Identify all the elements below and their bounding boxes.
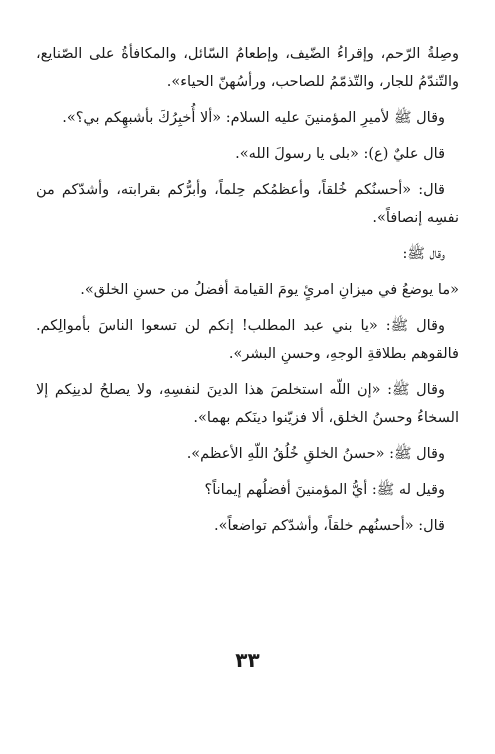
paragraph-11: قال: «أحسنُهم خلقاً، وأشدّكم تواضعاً». bbox=[213, 518, 445, 534]
paragraph-8: وقال ﷺ: «إن اللّه استخلصَ هذا الدينَ لنفسِهِ، ولا يصلحُ لدينِكم إلا السخاءُ وحسنُ الخلق، ألا فزيّنوا دينَكم بهما». bbox=[36, 382, 459, 426]
page-text bbox=[36, 40, 459, 548]
paragraph-7: وقال ﷺ: «يا بني عبد المطلب! إنكم لن تسعوا الناسَ بأموالِكم. فالقوهم بطلاقةِ الوجهِ، وحسنِ البشر». bbox=[36, 318, 459, 362]
paragraph-9: وقال ﷺ: «حسنُ الخلقِ خُلُقُ اللّهِ الأعظم». bbox=[186, 446, 445, 462]
paragraph-10: وقيل له ﷺ: أيُّ المؤمنينَ أفضلُهم إيماناً؟ bbox=[204, 482, 445, 498]
paragraph-1: وصِلةُ الرّحم، وإقراءُ الضّيف، وإطعامُ السّائل، والمكافأةُ على الصّنايع، والتّندّمُ للجار، والتّذمّمُ للصاحب، ورأسُهنّ الحياء». bbox=[36, 46, 459, 90]
paragraph-2: وقال ﷺ لأميرِ المؤمنينَ عليه السلام: «ألا أُخبِرُكَ بأشبهِكم بي؟». bbox=[62, 110, 445, 126]
paragraph-6: «ما يوضعُ في ميزانِ امرئٍ يومَ القيامة أفضلُ من حسنِ الخلق». bbox=[80, 282, 459, 298]
paragraph-4: قال: «أحسنُكم خُلقاً، وأعظمُكم حِلماً، وأبرُّكم بقرابته، وأشدّكم من نفسِه إنصافاً». bbox=[36, 182, 459, 226]
paragraph-3: قال عليٌ (ع): «بلى يا رسولَ الله». bbox=[235, 146, 445, 162]
paragraph-5: وقال ﷺ: bbox=[402, 246, 445, 262]
page-number: ٣٣ bbox=[235, 648, 260, 672]
